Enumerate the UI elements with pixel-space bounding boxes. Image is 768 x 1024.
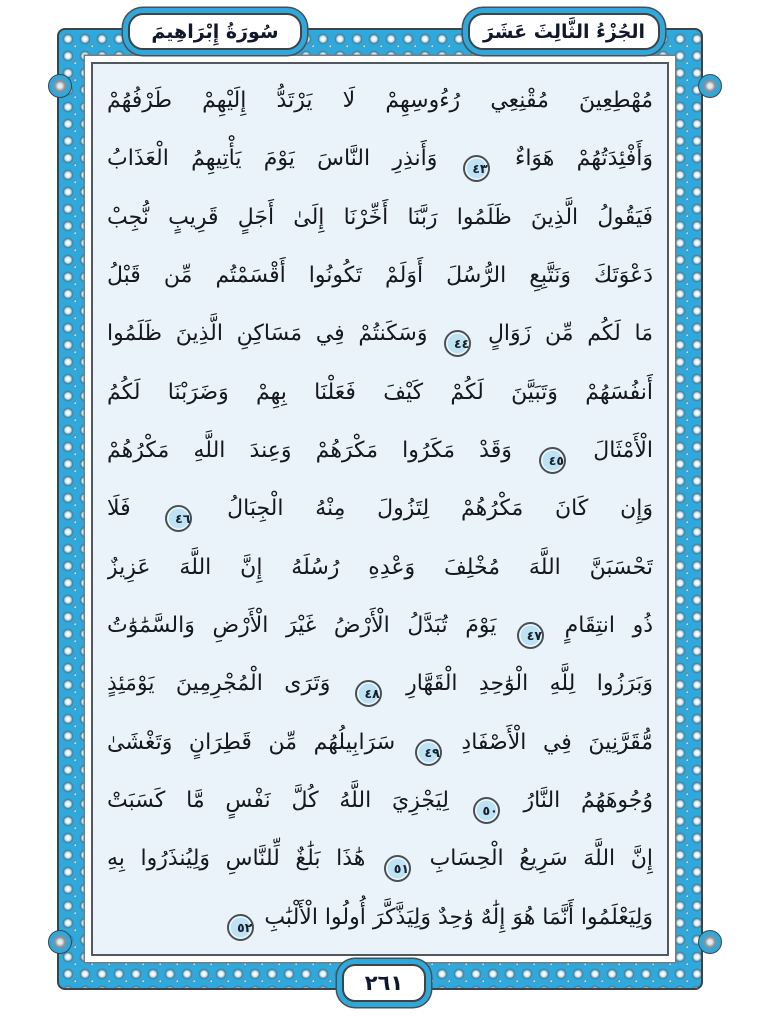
- verse-number-badge: ٤٦: [165, 505, 192, 532]
- quran-line: [107, 714, 653, 771]
- ayah-text: وَقَدْ مَكَرُوا مَكْرَهُمْ وَعِندَ اللَّهِ مَكْرُهُمْ: [107, 438, 512, 464]
- surah-name-label: سُورَةُ إِبْرَاهِيمَ: [151, 20, 279, 43]
- verse-number-badge: ٤٤: [444, 330, 471, 357]
- quran-line: [107, 72, 653, 129]
- surah-name-tab: [128, 13, 302, 50]
- quran-line: [107, 189, 653, 246]
- verse-number-badge: ٥١: [384, 855, 411, 882]
- ayah-text: هَٰذَا بَلَٰغٌ لِّلنَّاسِ وَلِيُنذَرُوا بِهِ: [107, 846, 366, 872]
- quran-line: [107, 830, 653, 887]
- page-number-label: ٢٦١: [364, 971, 404, 995]
- ayah-text: الْأَمْثَالَ: [593, 438, 653, 464]
- quran-line: [107, 364, 653, 421]
- ayah-text: دَعْوَتَكَ وَنَتَّبِعِ الرُّسُلَ أَوَلَمْ تَكُونُوا أَقْسَمْتُم مِّن قَبْلُ: [107, 263, 653, 289]
- verse-number-badge: ٥٢: [227, 914, 254, 941]
- corner-ornament: [48, 930, 72, 954]
- corner-ornament: [698, 930, 722, 954]
- ayah-text: ذُو انتِقَامٍ: [564, 613, 653, 639]
- juz-name-label: الجُزْءُ الثَّالِثَ عَشَرَ: [482, 20, 646, 43]
- quran-line: [107, 597, 653, 654]
- verse-number-badge: ٥٠: [473, 797, 500, 824]
- text-panel: [91, 62, 669, 956]
- ayah-text: وُجُوهَهُمُ النَّارُ: [523, 788, 653, 814]
- ayah-text: وَأَفْئِدَتُهُمْ هَوَاءٌ: [514, 146, 653, 172]
- verse-number-badge: ٤٣: [463, 155, 490, 182]
- quran-line: [107, 422, 653, 479]
- ayah-text: سَرَابِيلُهُم مِّن قَطِرَانٍ وَتَغْشَىٰ: [107, 729, 396, 755]
- verse-number-badge: ٤٥: [539, 447, 566, 474]
- quran-line: [107, 772, 653, 829]
- corner-ornament: [48, 74, 72, 98]
- quran-line: [107, 305, 653, 362]
- verse-number-badge: ٤٧: [517, 622, 544, 649]
- ayah-text: إِنَّ اللَّهَ سَرِيعُ الْحِسَابِ: [429, 846, 653, 872]
- ayah-text: وَلِيَعْلَمُوا أَنَّمَا هُوَ إِلَٰهٌ وَٰحِدٌ وَلِيَذَّكَّرَ أُولُوا الْأَلْبَٰبِ: [264, 904, 653, 930]
- ayah-text: فَيَقُولُ الَّذِينَ ظَلَمُوا رَبَّنَا أَخِّرْنَا إِلَىٰ أَجَلٍ قَرِيبٍ نُّجِبْ: [107, 204, 653, 230]
- verse-number-badge: ٤٨: [355, 680, 382, 707]
- ayah-text: مَا لَكُم مِّن زَوَالٍ: [487, 321, 653, 347]
- ayah-text: يَوْمَ تُبَدَّلُ الْأَرْضُ غَيْرَ الْأَرْضِ وَالسَّمَٰوَٰتُ: [107, 613, 497, 639]
- corner-ornament: [698, 74, 722, 98]
- ayah-text: تَحْسَبَنَّ اللَّهَ مُخْلِفَ وَعْدِهِ رُسُلَهُ إِنَّ اللَّهَ عَزِيزٌ: [107, 554, 653, 580]
- ayah-text: لِيَجْزِيَ اللَّهُ كُلَّ نَفْسٍ مَّا كَسَبَتْ: [107, 788, 449, 814]
- ayah-text: وَإِن كَانَ مَكْرُهُمْ لِتَزُولَ مِنْهُ الْجِبَالُ: [227, 496, 653, 522]
- quran-line: [107, 655, 653, 712]
- ayah-text: وَأَنذِرِ النَّاسَ يَوْمَ يَأْتِيهِمُ الْعَذَابُ: [107, 146, 438, 172]
- ayah-text: وَبَرَزُوا لِلَّهِ الْوَٰحِدِ الْقَهَّارِ: [406, 671, 653, 697]
- ayah-text: فَلَا: [107, 496, 131, 522]
- quran-line: [107, 480, 653, 537]
- quran-text: [107, 72, 653, 946]
- ayah-text: مُّقَرَّنِينَ فِي الْأَصْفَادِ: [461, 729, 653, 755]
- quran-line: [107, 889, 653, 946]
- juz-name-tab: [468, 13, 660, 50]
- ayah-text: مُهْطِعِينَ مُقْنِعِي رُءُوسِهِمْ لَا يَرْتَدُّ إِلَيْهِمْ طَرْفُهُمْ: [107, 88, 653, 113]
- ayah-text: وَتَرَى الْمُجْرِمِينَ يَوْمَئِذٍ: [107, 671, 331, 697]
- page-number-tab: [342, 964, 426, 1002]
- ayah-text: أَنفُسَهُمْ وَتَبَيَّنَ لَكُمْ كَيْفَ فَعَلْنَا بِهِمْ وَضَرَبْنَا لَكُمُ: [107, 379, 653, 405]
- quran-line: [107, 247, 653, 304]
- ayah-text: وَسَكَنتُمْ فِي مَسَاكِنِ الَّذِينَ ظَلَمُوا: [107, 321, 428, 347]
- quran-line: [107, 130, 653, 187]
- quran-line: [107, 539, 653, 596]
- verse-number-badge: ٤٩: [415, 739, 442, 766]
